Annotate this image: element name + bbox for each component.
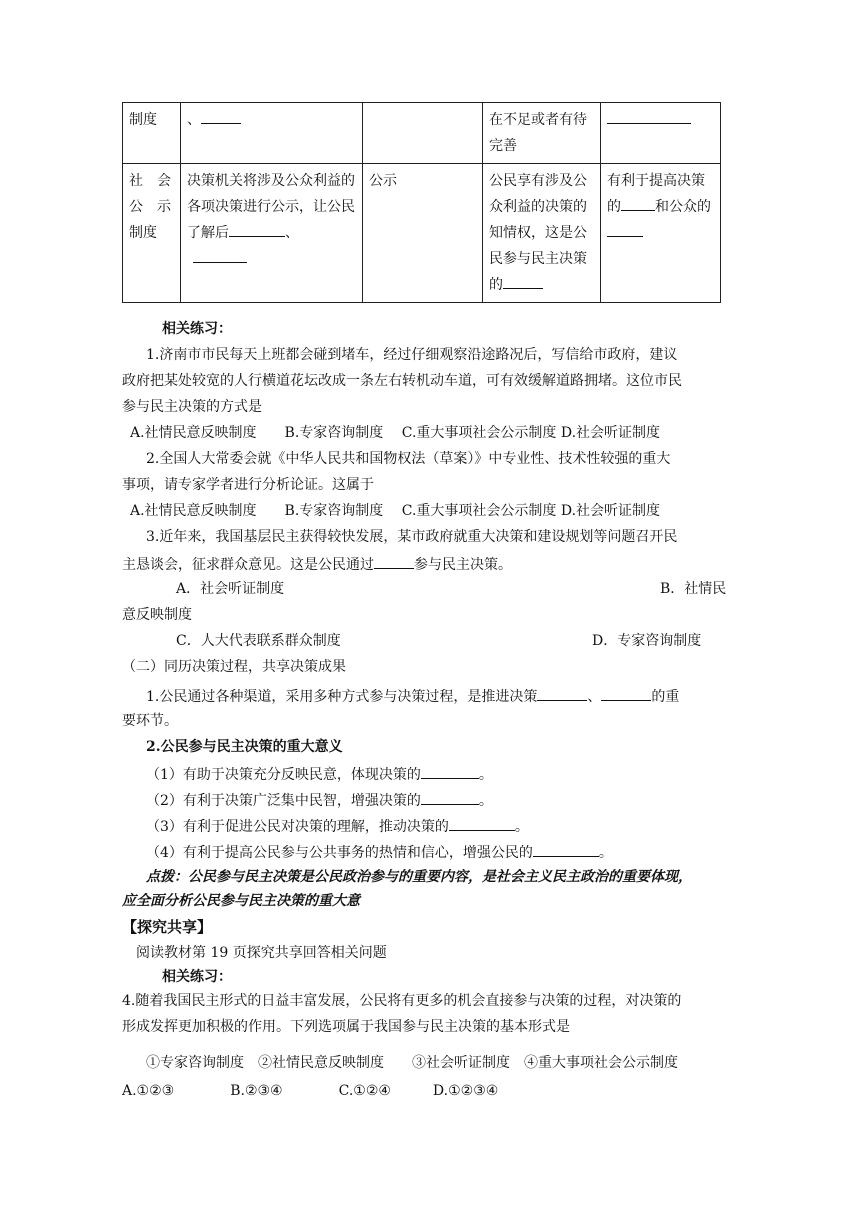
answer-blank[interactable] — [193, 246, 247, 263]
list-item — [146, 840, 613, 864]
cell-text: 决策机关将涉及公众利益的各项决策进行公示，让公民了解后 — [187, 173, 355, 241]
question-3-option-b[interactable]: B．社情民 — [660, 581, 727, 597]
question-3-text: 参与民主决策。 — [414, 557, 512, 573]
list-item — [146, 762, 493, 786]
paragraph-text: 1.公民通过各种渠道，采用多种方式参与决策过程，是推进决策 — [146, 689, 538, 705]
question-4-options[interactable]: A.①②③ B.②③④ C.①②④ D.①②③④ — [122, 1083, 499, 1099]
cell-text: 公示 — [369, 173, 397, 189]
list-item-text: （4）有利于提高公民参与公共事务的热情和信心，增强公民的 — [146, 845, 533, 861]
list-item-text: 。 — [514, 819, 529, 835]
list-item — [146, 814, 529, 838]
answer-blank[interactable] — [421, 762, 479, 779]
table-cell — [123, 164, 181, 303]
list-item-text: （1）有助于决策充分反映民意，体现决策的 — [146, 767, 421, 783]
table-cell — [363, 164, 483, 303]
cell-text: 制度 — [129, 112, 157, 128]
paragraph-text: 的重 — [651, 689, 680, 705]
table-cell — [601, 164, 721, 303]
table-cell — [601, 103, 721, 164]
section-title: （二）同历决策过程，共享决策成果 — [122, 659, 346, 675]
answer-blank[interactable] — [601, 684, 651, 701]
answer-blank[interactable] — [607, 220, 643, 237]
tip-line: 点拨：公民参与民主决策是公民政治参与的重要内容，是社会主义民主政治的重要体现， — [146, 869, 692, 885]
question-4-choices: ①专家咨询制度 ②社情民意反映制度 ③社会听证制度 ④重大事项社会公示制度 — [146, 1055, 678, 1071]
question-3-line: 3.近年来，我国基层民主获得较快发展，某市政府就重大决策和建设规划等问题召开民 — [146, 529, 678, 545]
question-2-options[interactable]: A.社情民意反映制度 B.专家咨询制度 C.重大事项社会公示制度 D.社会听证制度 — [130, 503, 661, 519]
decision-system-table — [122, 102, 721, 303]
paragraph-line — [146, 684, 679, 708]
answer-blank[interactable] — [503, 272, 543, 289]
table-cell — [123, 103, 181, 164]
list-item-text: （3）有利于促进公民对决策的理解，推动决策的 — [146, 819, 449, 835]
question-1-line: 1.济南市市民每天上班都会碰到堵车，经过仔细观察沿途路况后，写信给市政府，建议 — [146, 347, 678, 363]
answer-blank[interactable] — [533, 840, 599, 857]
answer-blank[interactable] — [229, 220, 285, 237]
answer-blank[interactable] — [449, 814, 515, 831]
cell-text: 有利于提高决策的 — [607, 173, 705, 215]
subsection-title: 2.公民参与民主决策的重大意义 — [146, 739, 343, 755]
cell-text: 、 — [187, 112, 201, 128]
question-2-line: 2.全国人大常委会就《中华人民共和国物权法（草案）》中专业性、技术性较强的重大 — [146, 451, 671, 467]
question-3-option-d[interactable]: D．专家咨询制度 — [592, 633, 702, 649]
table-cell — [483, 164, 601, 303]
answer-blank[interactable] — [374, 552, 414, 569]
cell-text: 和公众的 — [655, 199, 711, 215]
question-4-line: 4.随着我国民主形式的日益丰富发展，公民将有更多的机会直接参与决策的过程，对决策的 — [122, 993, 682, 1009]
list-item-text: 。 — [478, 767, 493, 783]
answer-blank[interactable] — [621, 194, 655, 211]
question-1-options[interactable]: A.社情民意反映制度 B.专家咨询制度 C.重大事项社会公示制度 D.社会听证制度 — [130, 425, 661, 441]
cell-text: 在不足或者有待完善 — [489, 112, 587, 154]
question-3-line — [122, 552, 512, 576]
explore-line: 阅读教材第 19 页探究共享回答相关问题 — [136, 945, 387, 961]
table-cell — [363, 103, 483, 164]
cell-text: 公民享有涉及公众利益的决策的知情权，这是公民参与民主决策的 — [489, 173, 587, 293]
question-1-line: 政府把某处较宽的人行横道花坛改成一条左右转机动车道，可有效缓解道路拥堵。这位市民 — [122, 373, 682, 389]
table-row — [123, 103, 721, 164]
question-1-line: 参与民主决策的方式是 — [122, 399, 262, 415]
list-item-text: 。 — [478, 793, 493, 809]
list-item — [146, 788, 493, 812]
question-3-text: 主恳谈会，征求群众意见。这是公民通过 — [122, 557, 374, 573]
cell-text: 、 — [285, 225, 299, 241]
paragraph-text: 、 — [587, 689, 602, 705]
table-cell — [483, 103, 601, 164]
paragraph-line: 要环节。 — [122, 713, 178, 729]
question-3-option-b-cont: 意反映制度 — [122, 607, 192, 623]
question-2-line: 事项，请专家学者进行分析论证。这属于 — [122, 477, 374, 493]
list-item-text: 。 — [598, 845, 613, 861]
answer-blank[interactable] — [201, 107, 241, 124]
cell-text: 公 示 — [129, 199, 171, 215]
exercise-heading: 相关练习： — [162, 969, 232, 985]
cell-text: 社 会 — [129, 173, 171, 189]
table-cell — [181, 103, 363, 164]
explore-header: 【探究共享】 — [122, 918, 213, 936]
cell-text: 制度 — [129, 225, 157, 241]
question-3-option-c[interactable]: C．人大代表联系群众制度 — [176, 633, 341, 649]
question-3-option-a[interactable]: A．社会听证制度 — [176, 581, 285, 597]
tip-line: 应全面分析公民参与民主决策的重大意 — [122, 893, 360, 909]
question-4-line: 形成发挥更加积极的作用。下列选项属于我国参与民主决策的基本形式是 — [122, 1019, 570, 1035]
list-item-text: （2）有利于决策广泛集中民智，增强决策的 — [146, 793, 421, 809]
answer-blank[interactable] — [537, 684, 587, 701]
answer-blank[interactable] — [607, 107, 691, 124]
exercise-heading: 相关练习： — [162, 321, 232, 337]
answer-blank[interactable] — [421, 788, 479, 805]
table-cell — [181, 164, 363, 303]
table-row — [123, 164, 721, 303]
